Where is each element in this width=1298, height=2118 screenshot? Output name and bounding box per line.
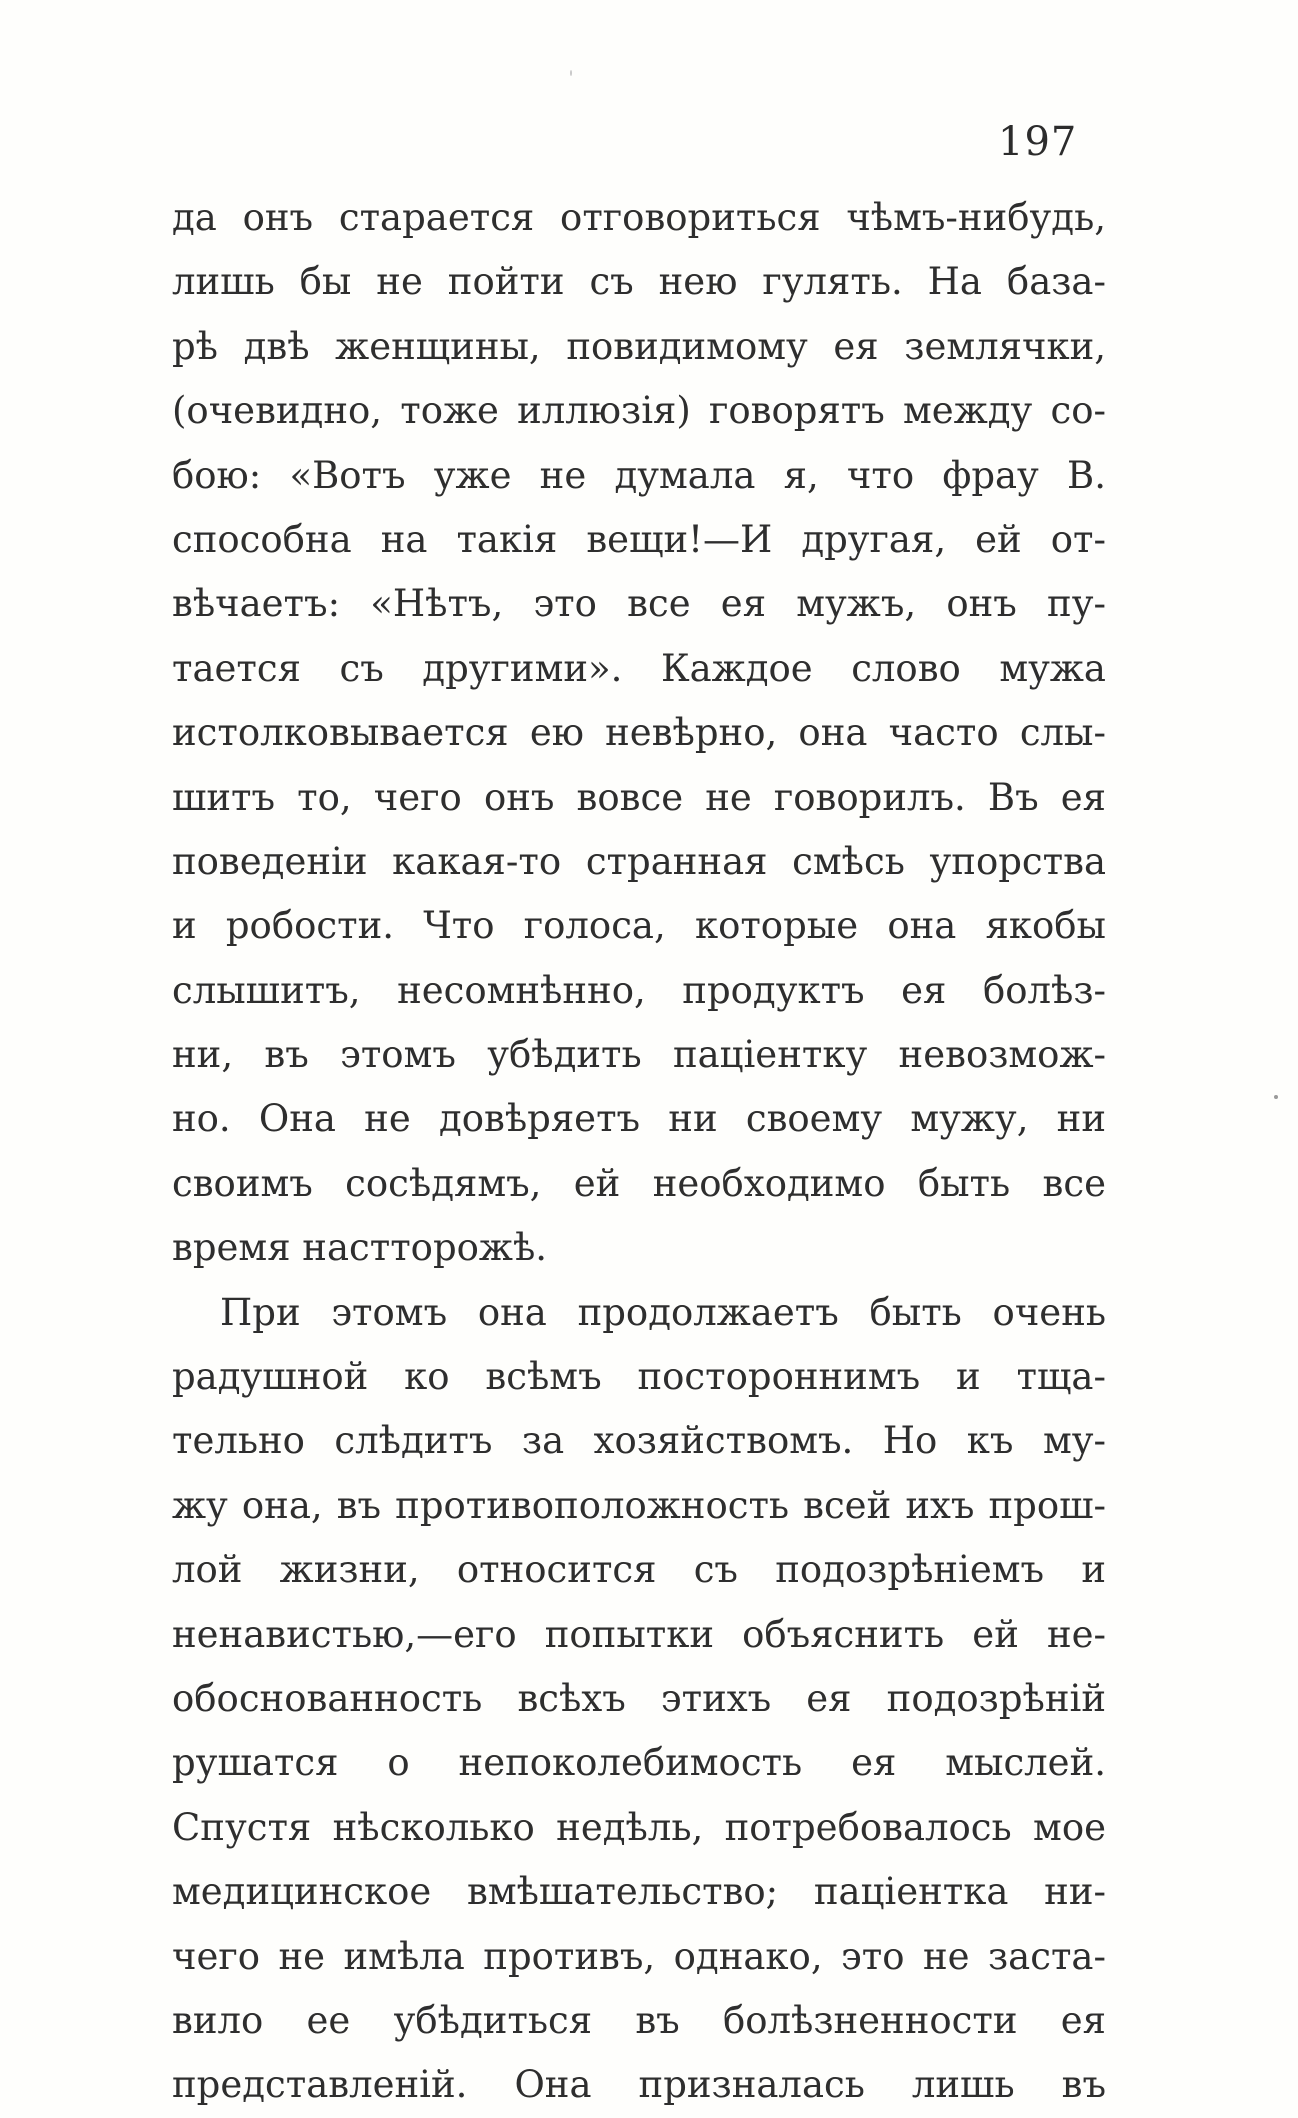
text-line: и робости. Что голоса, которые она якобы [172, 904, 1106, 948]
text-line: но. Она не довѣряетъ ни своему мужу, ни [172, 1097, 1106, 1141]
text-line: лой жизни, относится съ подозрѣніемъ и [172, 1548, 1106, 1592]
text-line: медицинское вмѣшательство; паціентка ни- [172, 1870, 1106, 1914]
page-number: 197 [998, 119, 1078, 165]
paper-speck [1274, 1095, 1278, 1099]
text-line: представленій. Она призналась лишь въ [172, 2063, 1106, 2107]
text-line: вѣчаетъ: «Нѣтъ, это все ея мужъ, онъ пу- [172, 582, 1106, 626]
text-line: истолковывается ею невѣрно, она часто слы- [172, 711, 1106, 755]
text-line: лишь бы не пойти съ нею гулять. На база- [172, 260, 1106, 304]
text-line: Спустя нѣсколько недѣль, потребовалось мое [172, 1805, 1106, 1849]
text-line: рушатся о непоколебимость ея мыслей. [172, 1741, 1106, 1785]
page-text [172, 186, 1106, 2118]
text-line: жу она, въ противоположность всей ихъ прош- [172, 1483, 1106, 1527]
text-line: бою: «Вотъ уже не думала я, что фрау В. [172, 453, 1106, 497]
text-line: чего не имѣла противъ, однако, это не заста- [172, 1934, 1106, 1978]
text-line: рѣ двѣ женщины, повидимому ея землячки, [172, 324, 1106, 368]
text-line: радушной ко всѣмъ постороннимъ и тща- [172, 1355, 1106, 1399]
text-line: шитъ то, чего онъ вовсе не говорилъ. Въ ея [172, 775, 1106, 819]
text-line: способна на такія вещи!—И другая, ей от- [172, 517, 1106, 561]
text-line: слышитъ, несомнѣнно, продуктъ ея болѣз- [172, 968, 1106, 1012]
paragraph-start-line: При этомъ она продолжаетъ быть очень [220, 1290, 1106, 1334]
text-line: тается съ другими». Каждое слово мужа [172, 646, 1106, 690]
text-line: ненавистью,—его попытки объяснить ей не- [172, 1612, 1106, 1656]
text-line: поведеніи какая-то странная смѣсь упорства [172, 839, 1106, 883]
text-line: (очевидно, тоже иллюзія) говорятъ между со- [172, 389, 1106, 433]
text-line: своимъ сосѣдямъ, ей необходимо быть все [172, 1161, 1106, 1205]
text-line: ни, въ этомъ убѣдить паціентку невозмож- [172, 1033, 1106, 1077]
paper-speck [570, 70, 572, 76]
text-line: тельно слѣдитъ за хозяйствомъ. Но къ му- [172, 1419, 1106, 1463]
text-line: да онъ старается отговориться чѣмъ-нибудь, [172, 196, 1106, 239]
text-line: вило ее убѣдиться въ болѣзненности ея [172, 1998, 1106, 2042]
text-line: обоснованность всѣхъ этихъ ея подозрѣній [172, 1676, 1106, 1720]
paragraph-end-line: время настторожѣ. [172, 1226, 548, 1270]
